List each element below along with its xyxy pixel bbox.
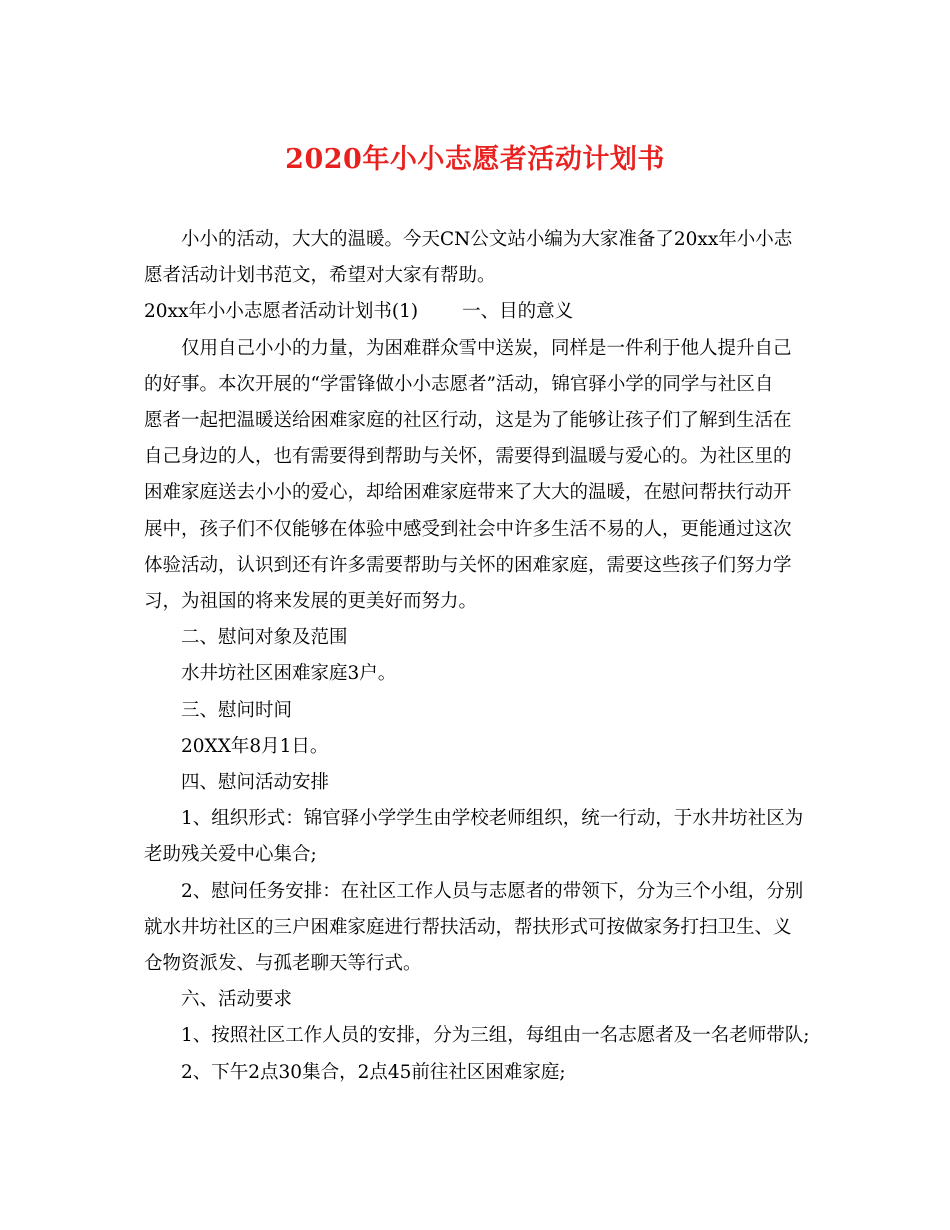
purpose-paragraph: [144, 331, 814, 621]
purpose-line: 愿者一起把温暖送给困难家庭的社区行动，这是为了能够让孩子们了解到生活在: [144, 410, 792, 432]
intro-paragraph: [144, 222, 814, 294]
intro-line: 小小的活动，大大的温暖。今天CN公文站小编为大家准备了20xx年小小志: [181, 229, 793, 250]
part1-heading: 一、目的意义: [462, 301, 574, 323]
part3-section: [144, 693, 814, 765]
part4-item: 就水井坊社区的三户困难家庭进行帮扶活动，帮扶形式可按做家务打扫卫生、义: [144, 916, 792, 938]
doc-label: 20xx年小小志愿者活动计划书(1): [144, 301, 419, 323]
part3-heading: 三、慰问时间: [181, 699, 293, 721]
part2-heading: 二、慰问对象及范围: [181, 627, 348, 649]
purpose-line: 仅用自己小小的力量，为困难群众雪中送炭，同样是一件利于他人提升自己: [181, 337, 792, 359]
purpose-line: 自己身边的人，也有需要得到帮助与关怀，需要得到温暖与爱心的。为社区里的: [144, 446, 792, 468]
part4-item: 1、组织形式：锦官驿小学学生由学校老师组织，统一行动，于水井坊社区为: [181, 808, 804, 830]
purpose-line: 习，为祖国的将来发展的更美好而努力。: [144, 591, 478, 613]
part4-item: 老助残关爱中心集合;: [144, 844, 317, 866]
part4-heading: 四、慰问活动安排: [181, 772, 330, 794]
section-heading: [144, 294, 814, 330]
purpose-line: 体验活动，认识到还有许多需要帮助与关怀的困难家庭，需要这些孩子们努力学: [144, 554, 792, 576]
purpose-line: 的好事。本次开展的“学雷锋做小小志愿者”活动，锦官驿小学的同学与社区自: [144, 373, 774, 395]
part2-section: [144, 620, 814, 692]
part6-heading: 六、活动要求: [181, 989, 293, 1011]
purpose-line: 展中，孩子们不仅能够在体验中感受到社会中许多生活不易的人，更能通过这次: [144, 518, 792, 540]
part6-item: 1、按照社区工作人员的安排，分为三组，每组由一名志愿者及一名老师带队;: [181, 1025, 810, 1047]
purpose-line: 困难家庭送去小小的爱心，却给困难家庭带来了大大的温暖，在慰问帮扶行动开: [144, 482, 792, 504]
part6-item: 2、下午2点30集合，2点45前往社区困难家庭;: [181, 1061, 566, 1083]
page-title: 2020年小小志愿者活动计划书: [285, 144, 665, 175]
document-body: [144, 222, 814, 1091]
part4-section: [144, 765, 814, 982]
part3-content: 20XX年8月1日。: [181, 735, 329, 757]
part2-content: 水井坊社区困难家庭3户。: [181, 663, 397, 685]
part4-item: 仓物资派发、与孤老聊天等行式。: [144, 953, 422, 975]
intro-line: 愿者活动计划书范文，希望对大家有帮助。: [144, 265, 496, 287]
part6-section: [144, 982, 814, 1091]
part4-item: 2、慰问任务安排：在社区工作人员与志愿者的带领下，分为三个小组，分别: [181, 880, 804, 902]
